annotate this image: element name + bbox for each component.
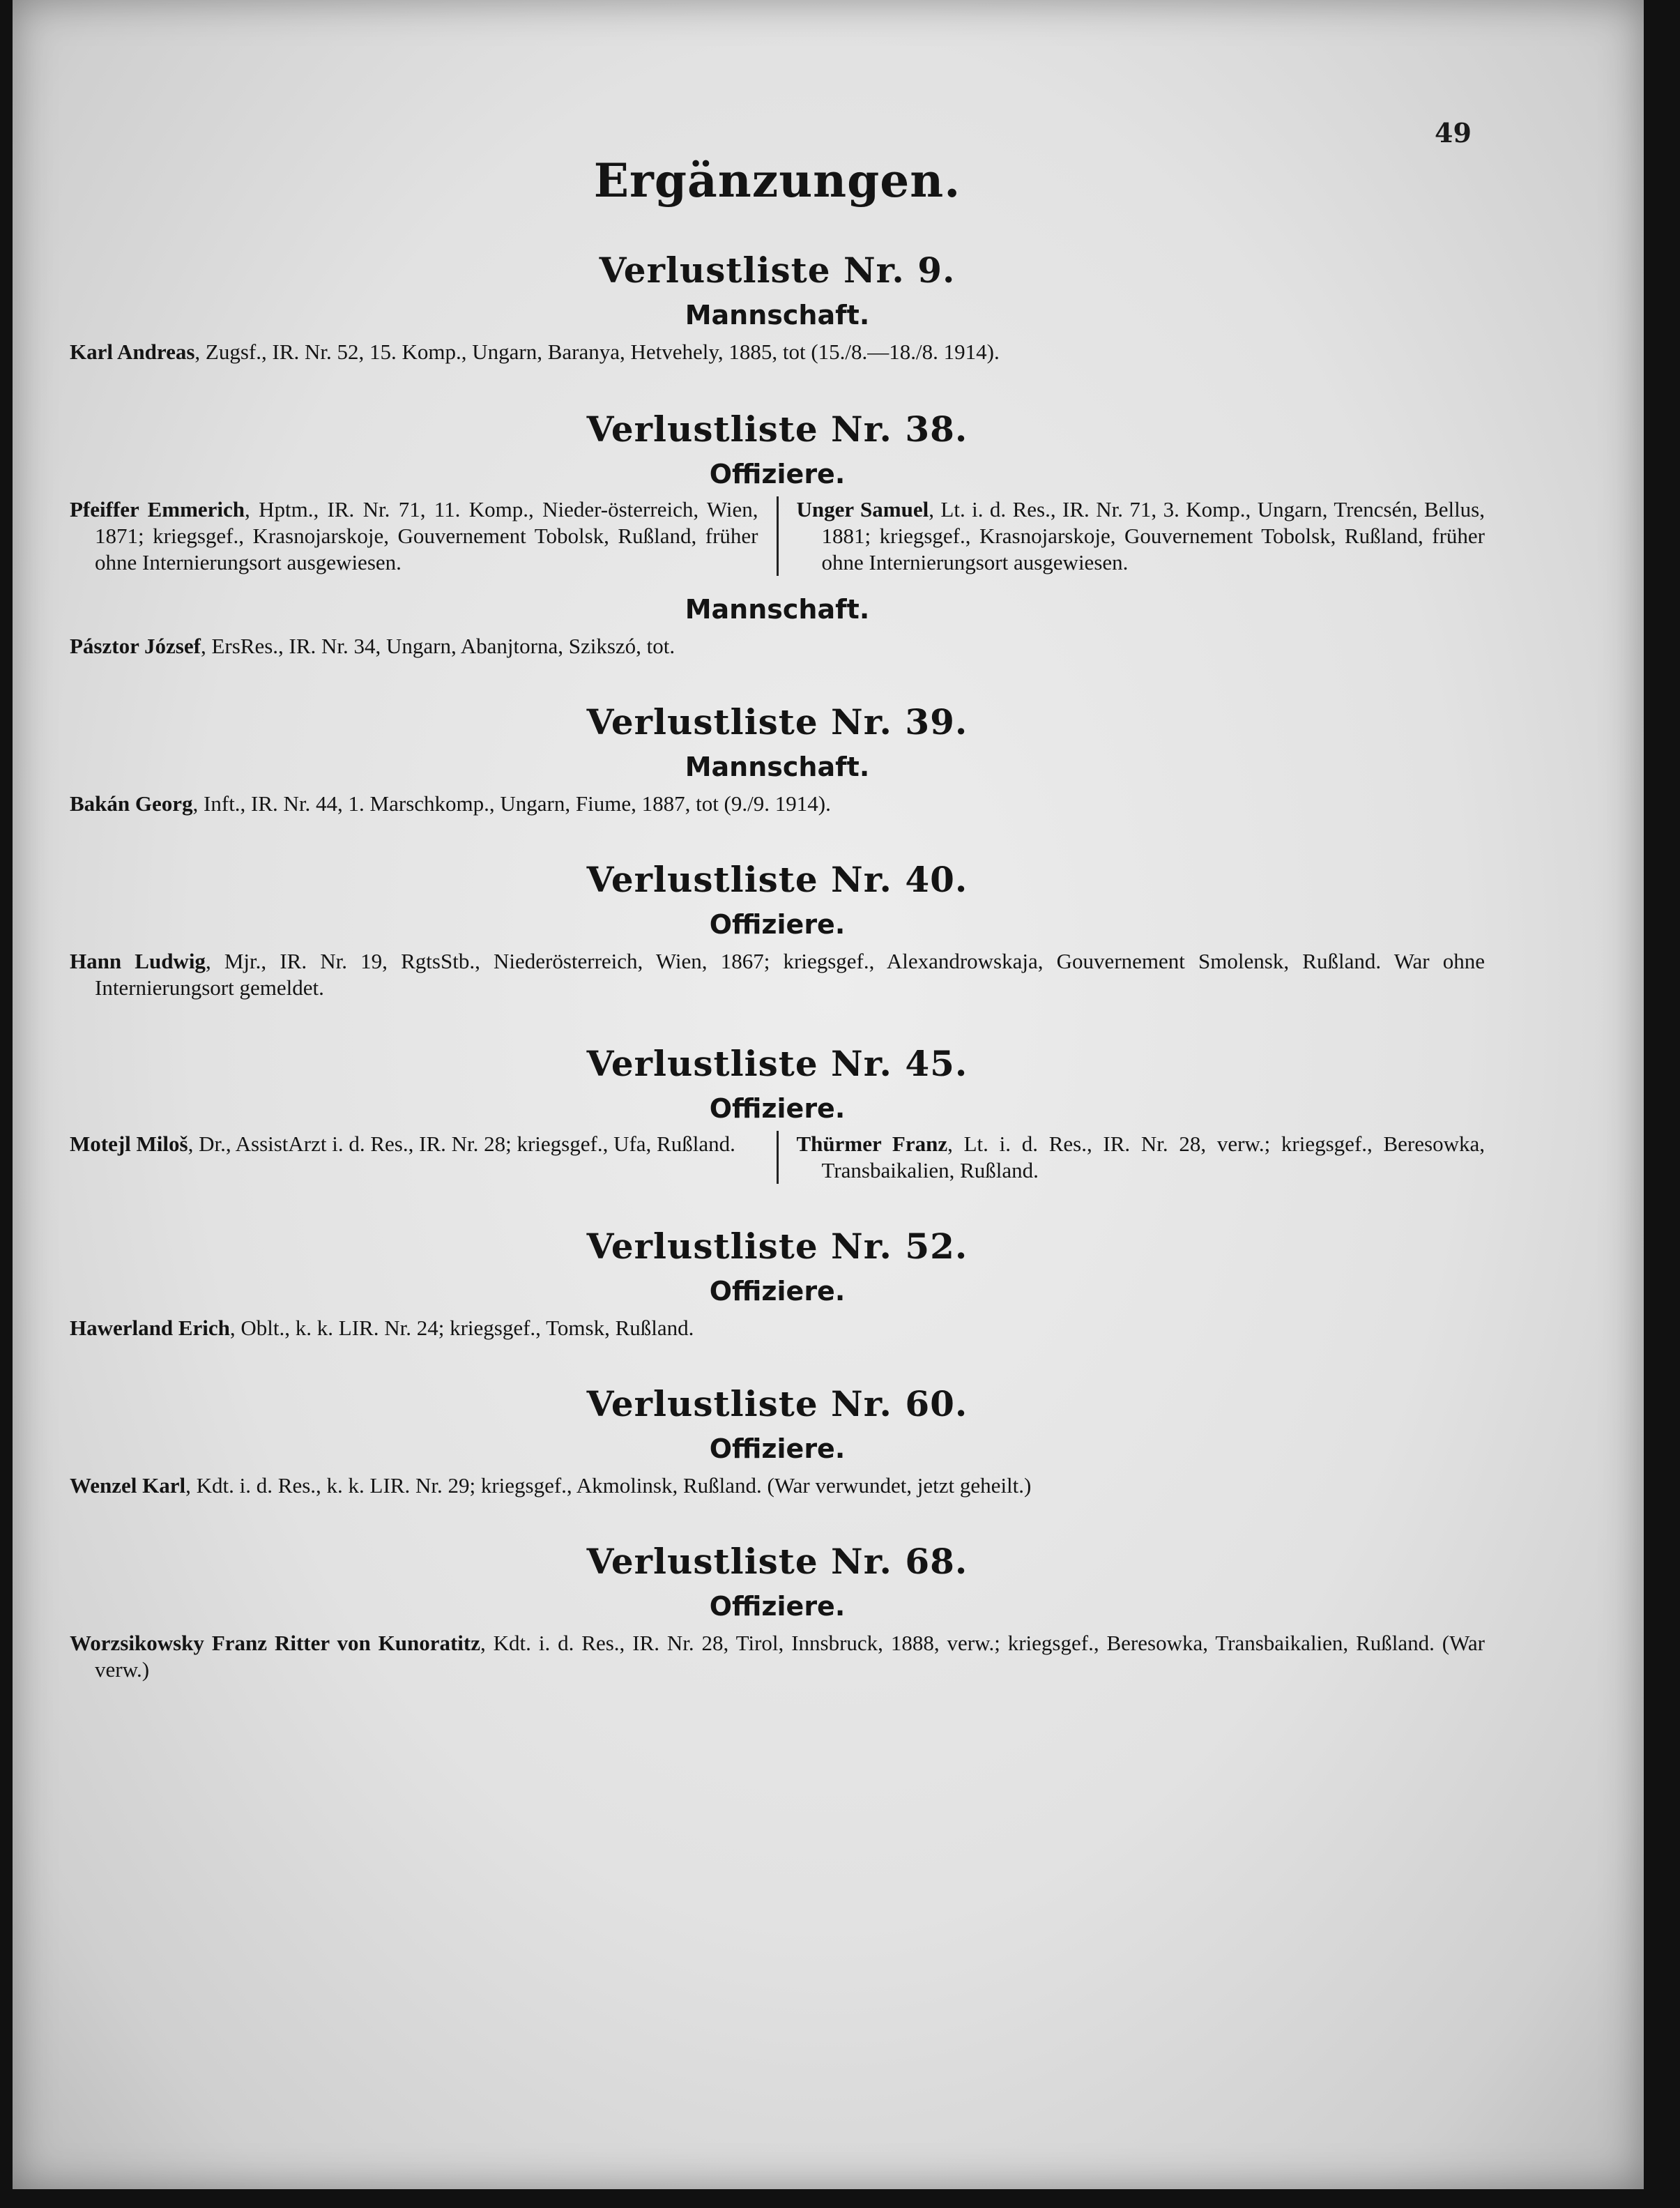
- entry-name: Pásztor József: [70, 634, 201, 658]
- section-verlustliste-40: [70, 856, 1485, 1001]
- entry: [70, 1630, 1485, 1683]
- entry-name: Motejl Miloš: [70, 1132, 188, 1156]
- category-heading: Mannschaft.: [685, 594, 870, 625]
- entry: [70, 496, 758, 576]
- two-column-entries: [70, 496, 1485, 576]
- section-verlustliste-39: [70, 699, 1485, 817]
- list-title: Verlustliste Nr. 45.: [586, 1043, 968, 1084]
- list-title: Verlustliste Nr. 52.: [586, 1226, 968, 1267]
- page-content: [70, 153, 1485, 1683]
- list-title: Verlustliste Nr. 38.: [586, 409, 968, 450]
- entry-name: Bakán Georg: [70, 791, 193, 816]
- section-verlustliste-68: [70, 1538, 1485, 1683]
- category-heading: Offiziere.: [709, 1591, 846, 1622]
- category-heading: Offiziere.: [709, 459, 846, 489]
- entry-text: , Lt. i. d. Res., IR. Nr. 71, 3. Komp., Ungarn, Trencsén, Bellus, 1881; kriegsgef., Krasnojarskoje, Gouvernement Tobolsk, Rußland, früher ohne Internierungsort ausgewiesen.: [821, 497, 1485, 574]
- entry-text: , Oblt., k. k. LIR. Nr. 24; kriegsgef., Tomsk, Rußland.: [229, 1316, 694, 1340]
- section-verlustliste-38: [70, 406, 1485, 660]
- page-number: 49: [1435, 117, 1472, 149]
- right-column: [779, 1131, 1486, 1184]
- category-heading: Offiziere.: [709, 1433, 846, 1464]
- section-verlustliste-45: [70, 1040, 1485, 1184]
- category-heading: Offiziere.: [709, 1276, 846, 1307]
- category-heading: Offiziere.: [709, 1093, 846, 1124]
- list-title: Verlustliste Nr. 39.: [586, 701, 968, 743]
- entry-name: Hawerland Erich: [70, 1316, 230, 1340]
- left-column: [70, 1131, 779, 1184]
- list-title: Verlustliste Nr. 60.: [586, 1383, 968, 1424]
- entry-name: Unger Samuel: [796, 497, 929, 521]
- entry: [797, 1131, 1486, 1184]
- list-title: Verlustliste Nr. 9.: [599, 250, 956, 291]
- entry-name: Thürmer Franz: [796, 1132, 948, 1156]
- entry-name: Pfeiffer Emmerich: [70, 497, 245, 521]
- entry-name: Karl Andreas: [70, 340, 195, 364]
- right-column: [779, 496, 1486, 576]
- entry-text: , Zugsf., IR. Nr. 52, 15. Komp., Ungarn, Baranya, Hetvehely, 1885, tot (15./8.—18./8. 1914).: [194, 340, 1000, 364]
- entry: [70, 633, 1485, 660]
- category-heading: Mannschaft.: [685, 300, 870, 330]
- entry-text: , Hptm., IR. Nr. 71, 11. Komp., Nieder-österreich, Wien, 1871; kriegsgef., Krasnojarskoje, Gouvernement Tobolsk, Rußland, früher ohne Internierungsort ausgewiesen.: [95, 497, 758, 574]
- list-title: Verlustliste Nr. 40.: [586, 859, 968, 900]
- entry-name: Hann Ludwig: [70, 949, 206, 973]
- document-page: [13, 0, 1644, 2189]
- entry: [70, 1315, 1485, 1341]
- entry-name: Wenzel Karl: [70, 1473, 186, 1498]
- entry-text: , Kdt. i. d. Res., k. k. LIR. Nr. 29; kriegsgef., Akmolinsk, Rußland. (War verwundet, jetzt geheilt.): [185, 1473, 1032, 1498]
- entry-text: , Inft., IR. Nr. 44, 1. Marschkomp., Ungarn, Fiume, 1887, tot (9./9. 1914).: [192, 791, 831, 816]
- category-heading: Offiziere.: [709, 909, 846, 940]
- page-title: Ergänzungen.: [593, 153, 961, 208]
- entry-text: , ErsRes., IR. Nr. 34, Ungarn, Abanjtorna, Szikszó, tot.: [200, 634, 675, 658]
- section-verlustliste-52: [70, 1223, 1485, 1341]
- list-title: Verlustliste Nr. 68.: [586, 1541, 968, 1582]
- left-column: [70, 496, 779, 576]
- section-verlustliste-9: [70, 247, 1485, 365]
- entry-text: , Kdt. i. d. Res., IR. Nr. 28, Tirol, Innsbruck, 1888, verw.; kriegsgef., Beresowka, Transbaikalien, Rußland. (War verw.): [95, 1631, 1485, 1682]
- two-column-entries: [70, 1131, 1485, 1184]
- entry: [70, 1472, 1485, 1499]
- entry: [70, 948, 1485, 1001]
- entry-text: , Dr., AssistArzt i. d. Res., IR. Nr. 28; kriegsgef., Ufa, Rußland.: [188, 1132, 735, 1156]
- entry: [70, 791, 1485, 817]
- entry: [70, 1131, 758, 1157]
- entry-text: , Mjr., IR. Nr. 19, RgtsStb., Niederösterreich, Wien, 1867; kriegsgef., Alexandrowskaja, Gouvernement Smolensk, Rußland. War ohne Internierungsort gemeldet.: [95, 949, 1485, 1000]
- entry: [797, 496, 1486, 576]
- entry: [70, 339, 1485, 365]
- entry-name: Worzsikowsky Franz Ritter von Kunoratitz: [70, 1631, 480, 1655]
- section-verlustliste-60: [70, 1380, 1485, 1499]
- category-heading: Mannschaft.: [685, 752, 870, 782]
- entry-text: , Lt. i. d. Res., IR. Nr. 28, verw.; kriegsgef., Beresowka, Transbaikalien, Rußland.: [821, 1132, 1485, 1182]
